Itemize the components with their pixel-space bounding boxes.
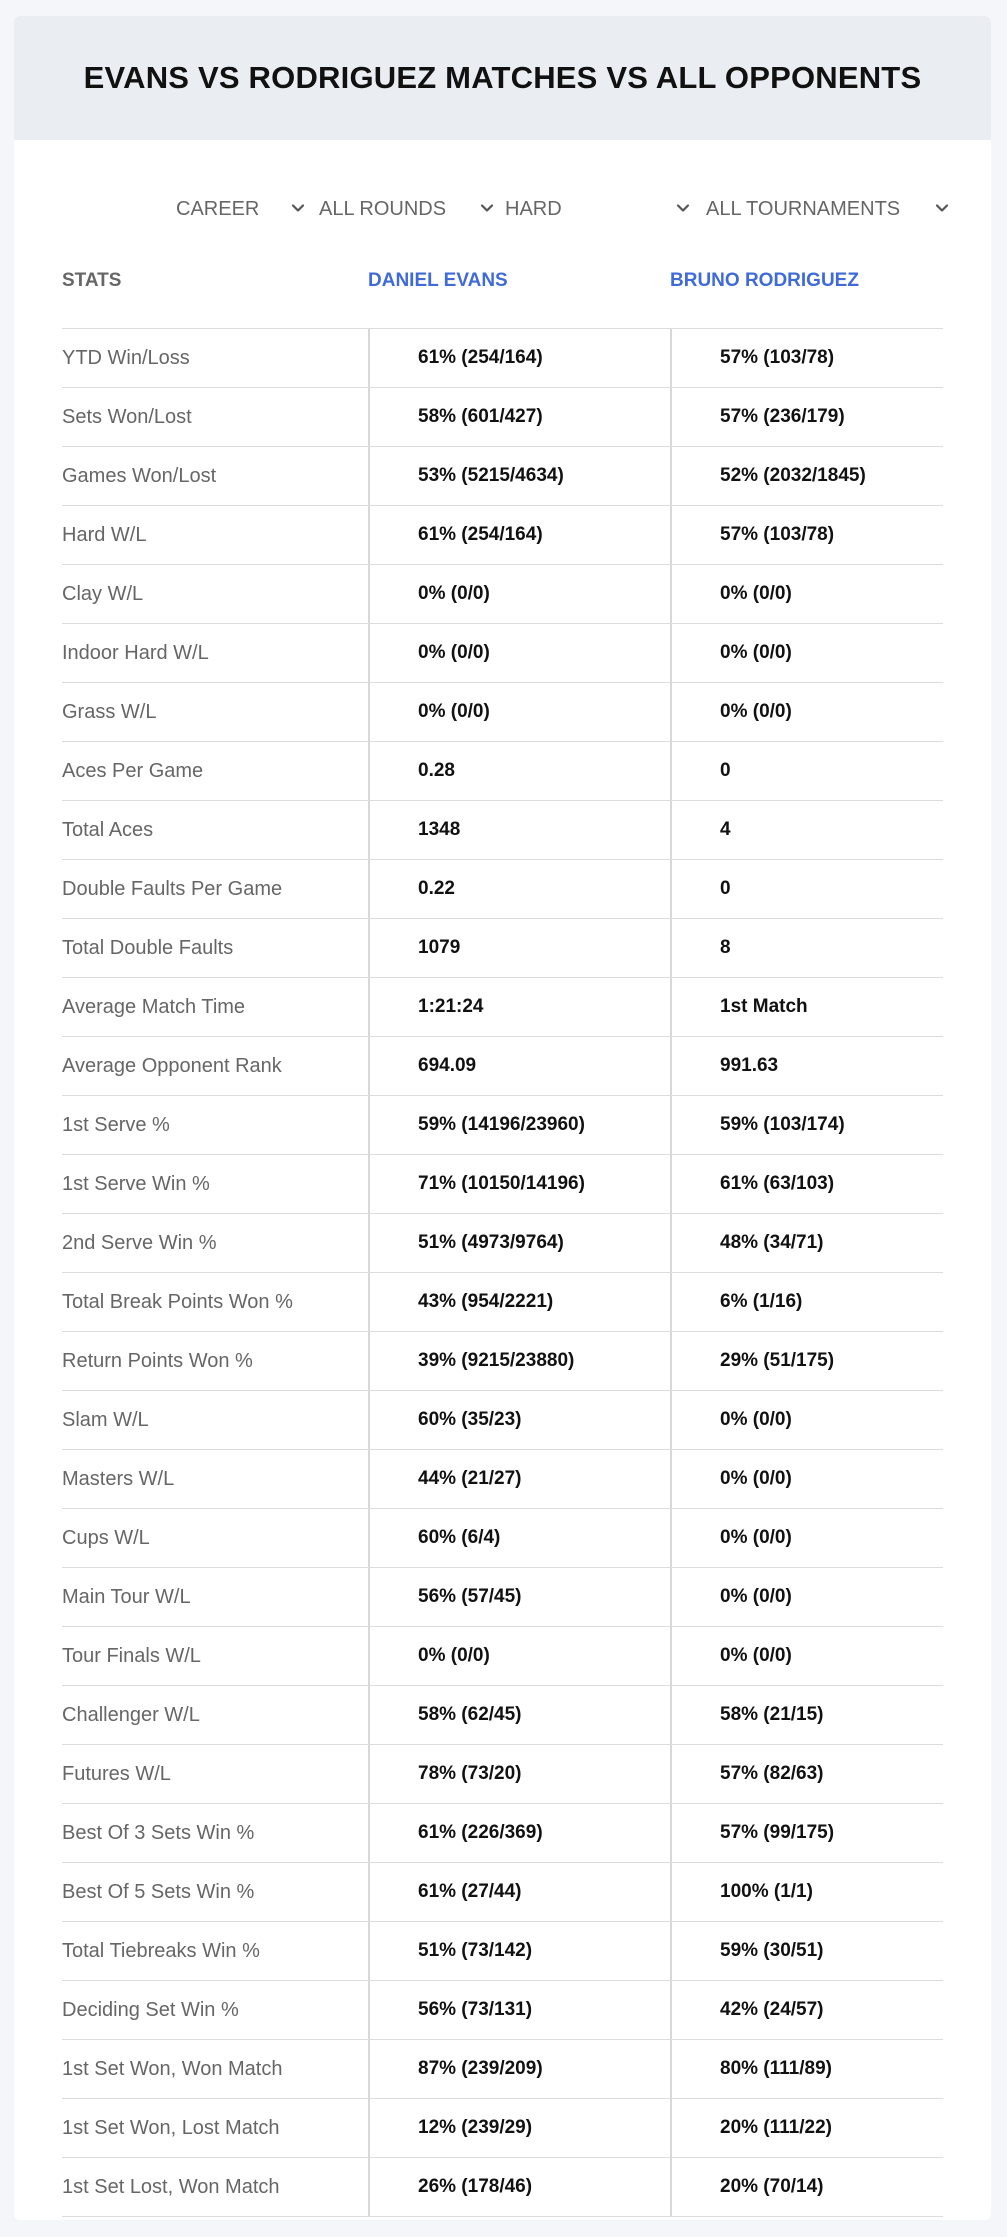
- table-row: [62, 1155, 943, 1214]
- player2-value: 59% (30/51): [670, 1922, 943, 1980]
- page-title: EVANS VS RODRIGUEZ MATCHES VS ALL OPPONENTS: [83, 60, 922, 95]
- player2-value: 6% (1/16): [670, 1273, 943, 1331]
- player1-value: 60% (6/4): [368, 1509, 670, 1567]
- stat-label: Cups W/L: [62, 1526, 150, 1549]
- stat-label: Return Points Won %: [62, 1349, 253, 1372]
- player1-value: 60% (35/23): [368, 1391, 670, 1449]
- stat-label: Slam W/L: [62, 1408, 149, 1431]
- player2-value: 8: [670, 919, 943, 977]
- stat-label: Aces Per Game: [62, 759, 204, 782]
- table-row: [62, 742, 943, 801]
- player1-value: 26% (178/46): [368, 2158, 670, 2216]
- player1-value: 61% (254/164): [368, 329, 670, 387]
- player1-value: 51% (73/142): [368, 1922, 670, 1980]
- player2-value: 20% (111/22): [670, 2099, 943, 2157]
- table-row: [62, 1568, 943, 1627]
- chevron-down-icon: [934, 200, 950, 216]
- tournaments-filter-value: ALL TOURNAMENTS: [706, 197, 901, 220]
- table-row: [62, 1214, 943, 1273]
- table-row: [62, 1627, 943, 1686]
- table-row: [62, 978, 943, 1037]
- player2-value: 57% (99/175): [670, 1804, 943, 1862]
- column-header-player2[interactable]: BRUNO RODRIGUEZ: [670, 270, 859, 291]
- rounds-filter-select[interactable]: [319, 192, 446, 226]
- table-row: [62, 447, 943, 506]
- player1-value: 61% (27/44): [368, 1863, 670, 1921]
- stat-label: Grass W/L: [62, 700, 157, 723]
- player1-value: 0% (0/0): [368, 1627, 670, 1685]
- player1-value: 0% (0/0): [368, 683, 670, 741]
- player1-value: 61% (254/164): [368, 506, 670, 564]
- stat-label: 1st Serve Win %: [62, 1172, 210, 1195]
- table-row: [62, 1450, 943, 1509]
- player2-value: 4: [670, 801, 943, 859]
- table-row: [62, 683, 943, 742]
- player2-value: 0% (0/0): [670, 1509, 943, 1567]
- table-row: [62, 624, 943, 683]
- table-row: [62, 1037, 943, 1096]
- stat-label: Average Match Time: [62, 995, 246, 1018]
- player2-value: 0% (0/0): [670, 565, 943, 623]
- player2-value: 20% (70/14): [670, 2158, 943, 2216]
- table-row: [62, 1922, 943, 1981]
- player2-value: 0% (0/0): [670, 1627, 943, 1685]
- chevron-down-icon: [479, 200, 495, 216]
- table-row: [62, 801, 943, 860]
- table-body: [62, 329, 943, 2217]
- stat-label: Games Won/Lost: [62, 464, 217, 487]
- career-filter-select[interactable]: [176, 192, 259, 226]
- player1-value: 1:21:24: [368, 978, 670, 1036]
- chevron-down-icon: [675, 200, 691, 216]
- table-row: [62, 329, 943, 388]
- stat-label: YTD Win/Loss: [62, 346, 190, 369]
- player1-value: 58% (601/427): [368, 388, 670, 446]
- table-row: [62, 1981, 943, 2040]
- player2-value: 1st Match: [670, 978, 943, 1036]
- table-row: [62, 1745, 943, 1804]
- stat-label: Hard W/L: [62, 523, 147, 546]
- stat-label: Best Of 3 Sets Win %: [62, 1821, 255, 1844]
- player1-value: 44% (21/27): [368, 1450, 670, 1508]
- table-row: [62, 1273, 943, 1332]
- player2-value: 0% (0/0): [670, 1450, 943, 1508]
- stat-label: Best Of 5 Sets Win %: [62, 1880, 255, 1903]
- player2-value: 58% (21/15): [670, 1686, 943, 1744]
- stats-table: [62, 252, 943, 2217]
- table-row: [62, 1509, 943, 1568]
- player1-value: 0.28: [368, 742, 670, 800]
- player2-value: 57% (236/179): [670, 388, 943, 446]
- player1-value: 61% (226/369): [368, 1804, 670, 1862]
- player1-value: 694.09: [368, 1037, 670, 1095]
- player2-value: 57% (82/63): [670, 1745, 943, 1803]
- stat-label: 2nd Serve Win %: [62, 1231, 217, 1254]
- table-row: [62, 1332, 943, 1391]
- table-row: [62, 860, 943, 919]
- player1-value: 1348: [368, 801, 670, 859]
- chevron-down-icon: [290, 200, 306, 216]
- table-row: [62, 565, 943, 624]
- player1-value: 71% (10150/14196): [368, 1155, 670, 1213]
- table-row: [62, 1391, 943, 1450]
- stat-label: Challenger W/L: [62, 1703, 200, 1726]
- stat-label: 1st Set Lost, Won Match: [62, 2175, 280, 2198]
- table-row: [62, 506, 943, 565]
- stat-label: Total Tiebreaks Win %: [62, 1939, 260, 1962]
- stat-label: Sets Won/Lost: [62, 405, 192, 428]
- stat-label: Total Break Points Won %: [62, 1290, 293, 1313]
- player1-value: 39% (9215/23880): [368, 1332, 670, 1390]
- player2-value: 80% (111/89): [670, 2040, 943, 2098]
- table-row: [62, 1686, 943, 1745]
- surface-filter-value: HARD: [505, 197, 562, 220]
- stat-label: 1st Set Won, Lost Match: [62, 2116, 280, 2139]
- stats-card: [14, 16, 991, 2220]
- player2-value: 59% (103/174): [670, 1096, 943, 1154]
- player2-value: 991.63: [670, 1037, 943, 1095]
- stat-label: Masters W/L: [62, 1467, 175, 1490]
- tournaments-filter-select[interactable]: [706, 192, 900, 226]
- career-filter-value: CAREER: [176, 197, 260, 220]
- player1-value: 51% (4973/9764): [368, 1214, 670, 1272]
- stat-label: Total Double Faults: [62, 936, 234, 959]
- player2-value: 29% (51/175): [670, 1332, 943, 1390]
- rounds-filter-value: ALL ROUNDS: [319, 197, 447, 220]
- player1-value: 43% (954/2221): [368, 1273, 670, 1331]
- stat-label: Tour Finals W/L: [62, 1644, 201, 1667]
- player2-value: 0% (0/0): [670, 683, 943, 741]
- player1-value: 87% (239/209): [368, 2040, 670, 2098]
- table-row: [62, 2099, 943, 2158]
- player1-value: 12% (239/29): [368, 2099, 670, 2157]
- stat-label: 1st Serve %: [62, 1113, 170, 1136]
- table-row: [62, 2040, 943, 2099]
- stat-label: Indoor Hard W/L: [62, 641, 209, 664]
- player1-value: 56% (73/131): [368, 1981, 670, 2039]
- table-row: [62, 1863, 943, 1922]
- column-header-stats: STATS: [62, 270, 122, 291]
- player2-value: 52% (2032/1845): [670, 447, 943, 505]
- player2-value: 100% (1/1): [670, 1863, 943, 1921]
- player1-value: 58% (62/45): [368, 1686, 670, 1744]
- table-row: [62, 1804, 943, 1863]
- stat-label: Main Tour W/L: [62, 1585, 191, 1608]
- player1-value: 53% (5215/4634): [368, 447, 670, 505]
- stat-label: Clay W/L: [62, 582, 144, 605]
- card-header: [14, 16, 991, 140]
- player1-value: 56% (57/45): [368, 1568, 670, 1626]
- stat-label: Futures W/L: [62, 1762, 171, 1785]
- player1-value: 0.22: [368, 860, 670, 918]
- table-row: [62, 919, 943, 978]
- player2-value: 57% (103/78): [670, 329, 943, 387]
- player2-value: 0% (0/0): [670, 624, 943, 682]
- column-header-player1[interactable]: DANIEL EVANS: [368, 270, 508, 291]
- player1-value: 0% (0/0): [368, 624, 670, 682]
- player2-value: 0% (0/0): [670, 1568, 943, 1626]
- stat-label: Total Aces: [62, 818, 154, 841]
- table-row: [62, 388, 943, 447]
- player1-value: 78% (73/20): [368, 1745, 670, 1803]
- player2-value: 57% (103/78): [670, 506, 943, 564]
- player1-value: 59% (14196/23960): [368, 1096, 670, 1154]
- table-row: [62, 1096, 943, 1155]
- player2-value: 0% (0/0): [670, 1391, 943, 1449]
- filter-bar: [14, 192, 991, 226]
- stat-label: Double Faults Per Game: [62, 877, 283, 900]
- table-row: [62, 2158, 943, 2217]
- player2-value: 61% (63/103): [670, 1155, 943, 1213]
- surface-filter-select[interactable]: [505, 192, 562, 226]
- stat-label: Deciding Set Win %: [62, 1998, 239, 2021]
- player1-value: 1079: [368, 919, 670, 977]
- player2-value: 0: [670, 860, 943, 918]
- stat-label: Average Opponent Rank: [62, 1054, 282, 1077]
- player2-value: 48% (34/71): [670, 1214, 943, 1272]
- player2-value: 0: [670, 742, 943, 800]
- player2-value: 42% (24/57): [670, 1981, 943, 2039]
- player1-value: 0% (0/0): [368, 565, 670, 623]
- stat-label: 1st Set Won, Won Match: [62, 2057, 283, 2080]
- table-header: [62, 252, 943, 329]
